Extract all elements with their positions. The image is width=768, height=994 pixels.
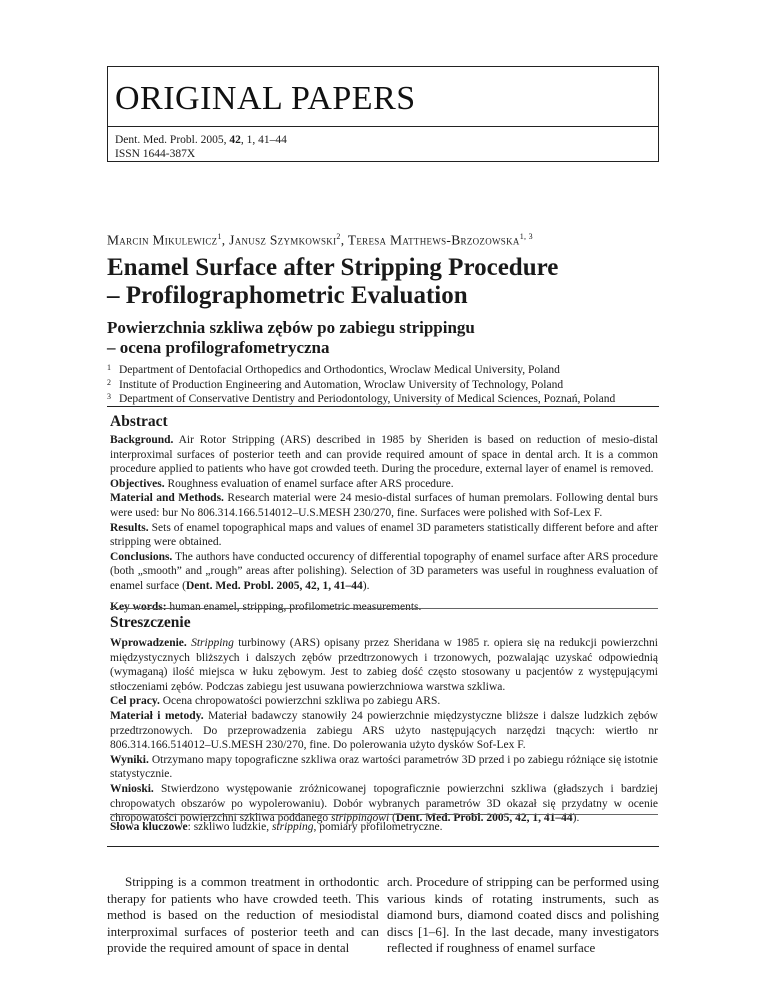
- keywords: Key words: human enamel, stripping, profilometric measurements.: [110, 600, 422, 613]
- author-list: Marcin Mikulewicz$^1$, Janusz Szymkowski$^2$, Teresa Matthews-Brzozowska$^{1, 3}$: [107, 232, 533, 248]
- affiliation: 2 Institute of Production Engineering and Automation, Wroclaw University of Technology, Poland: [107, 377, 564, 391]
- affiliation-list: [107, 363, 677, 407]
- issn: ISSN 1644-387X: [115, 148, 196, 160]
- abstract-objectives: Objectives. Roughness evaluation of enamel surface after ARS procedure.: [110, 477, 454, 490]
- abstract-conclusions: Conclusions. The authors have conducted occurency of differential topography of enamel surface after ARS procedure (both „smooth” and „rough” areas after polishing). Selection of 3D parameters was useful in roughness evaluation of enamel surface (Dent. Med. Probl. 2005, 42, 1, 41–44).: [110, 550, 658, 592]
- author: Janusz Szymkowski: [229, 232, 337, 248]
- body-column-left: Stripping is a common treatment in orthodontic therapy for patients who have crowded teeth. This method is based on the reduction of mesiodistal interproximal surfaces of posterior teeth and can provide the required amount of space in dental: [107, 874, 379, 955]
- divider: [107, 846, 659, 847]
- streszczenie-wnioski: Wnioski. Stwierdzono występowanie zróżnicowanej topograficznie powierzchni szkliwa (gładszych i bardziej chropowatych obszarów po wypolerowaniu). Dobór wybranych parametrów 3D okazał się przydatny w ocenie chropowatości powierzchni szkliwa poddanego strippingowi (Dent. Med. Probl. 2005, 42, 1, 41–44).: [110, 782, 658, 825]
- affiliation: 1 Department of Dentofacial Orthopedics and Orthodontics, Wroclaw Medical University, Poland: [107, 363, 560, 376]
- citation-text: Dent. Med. Probl. 2005,: [115, 134, 230, 146]
- citation-pages: , 1, 41–44: [240, 134, 287, 146]
- paper-title-polish: Powierzchnia szkliwa zębów po zabiegu strippingu – ocena profilografometryczna: [107, 318, 475, 357]
- citation-volume: 42: [229, 134, 241, 146]
- abstract-heading: Abstract: [110, 413, 168, 430]
- journal-citation: [115, 133, 287, 161]
- abstract-background: Background. Air Rotor Stripping (ARS) described in 1985 by Sheriden is based on reduction of mesio-distal interproximal surfaces of posterior teeth and can provide required amount of space in dental arch. It is a common procedure applied to patients who have got crowded teeth. During the procedure, external layer of enamel is removed.: [110, 434, 658, 476]
- abstract-results: Results. Sets of enamel topographical maps and values of enamel 3D parameters statistically different before and after stripping were obtained.: [110, 521, 658, 549]
- header-divider: [107, 126, 659, 127]
- streszczenie-wyniki: Wyniki. Otrzymano mapy topograficzne szkliwa oraz wartości parametrów 3D przed i po zabiegu różniące się istotnie statystycznie.: [110, 753, 658, 781]
- author-affiliation-mark: 2: [336, 232, 341, 241]
- abstract-methods: Material and Methods. Research material were 24 mesio-distal surfaces of human premolars. Following dental burs were used: bur No 806.314.166.514012–U.S.MESH 230/270, fine. Surfaces were polished with Sof-Lex F.: [110, 492, 658, 519]
- streszczenie-heading: Streszczenie: [110, 614, 191, 631]
- author-affiliation-mark: 1, 3: [519, 232, 533, 241]
- section-title: ORIGINAL PAPERS: [115, 80, 416, 117]
- affiliation: 3 Department of Conservative Dentistry and Periodontology, University of Medical Sciences, Poznań, Poland: [107, 392, 616, 405]
- abstract-body: [110, 433, 658, 614]
- author-affiliation-mark: 1: [217, 232, 222, 241]
- body-column-right: arch. Procedure of stripping can be performed using various kinds of rotating instruments, such as diamond burs, diamond coated discs and polishing discs [1–6]. In the last decade, many investigators reflected if roughness of enamel surface: [387, 874, 659, 955]
- streszczenie-wprowadzenie: Wprowadzenie. Stripping turbinowy (ARS) opisany przez Sheridana w 1985 r. opiera się na redukcji powierzchni międzystycznych bliższych i dalszych zębów przedtrzonowych i trzonowych, pozwalając uzyskać odpowiednią (wymaganą) ilość miejsca w łuku zębowym. Jest to zabieg dość często stosowany u pacjentów z występującymi stłoczeniami zębów. Podczas zabiegu jest usuwana powierzchniowa warstwa szkliwa.: [110, 637, 659, 693]
- paper-title: Enamel Surface after Stripping Procedure – Profilographometric Evaluation: [107, 254, 559, 309]
- author: Marcin Mikulewicz: [107, 232, 218, 248]
- author: Teresa Matthews-Brzozowska: [347, 232, 520, 248]
- divider: [107, 406, 659, 407]
- divider: [110, 608, 658, 609]
- streszczenie-metody: Materiał i metody. Materiał badawczy stanowiły 24 powierzchnie międzystyczne bliższe i dalsze ludzkich zębów przedtrzonowych. Do przeprowadzenia zabiegu ARS użyto następujących narzędzi tnących: wiertło nr 806.314.166.514012–U.S.MESH 230/270, fine. Do polerowania użyto dysków Sof-Lex F.: [110, 709, 658, 752]
- keywords-polish: Słowa kluczowe: szkliwo ludzkie, stripping, pomiary profilometryczne.: [110, 821, 443, 833]
- streszczenie-cel: Cel pracy. Ocena chropowatości powierzchni szkliwa po zabiegu ARS.: [110, 695, 441, 708]
- streszczenie-body: [110, 636, 658, 826]
- divider: [110, 814, 658, 815]
